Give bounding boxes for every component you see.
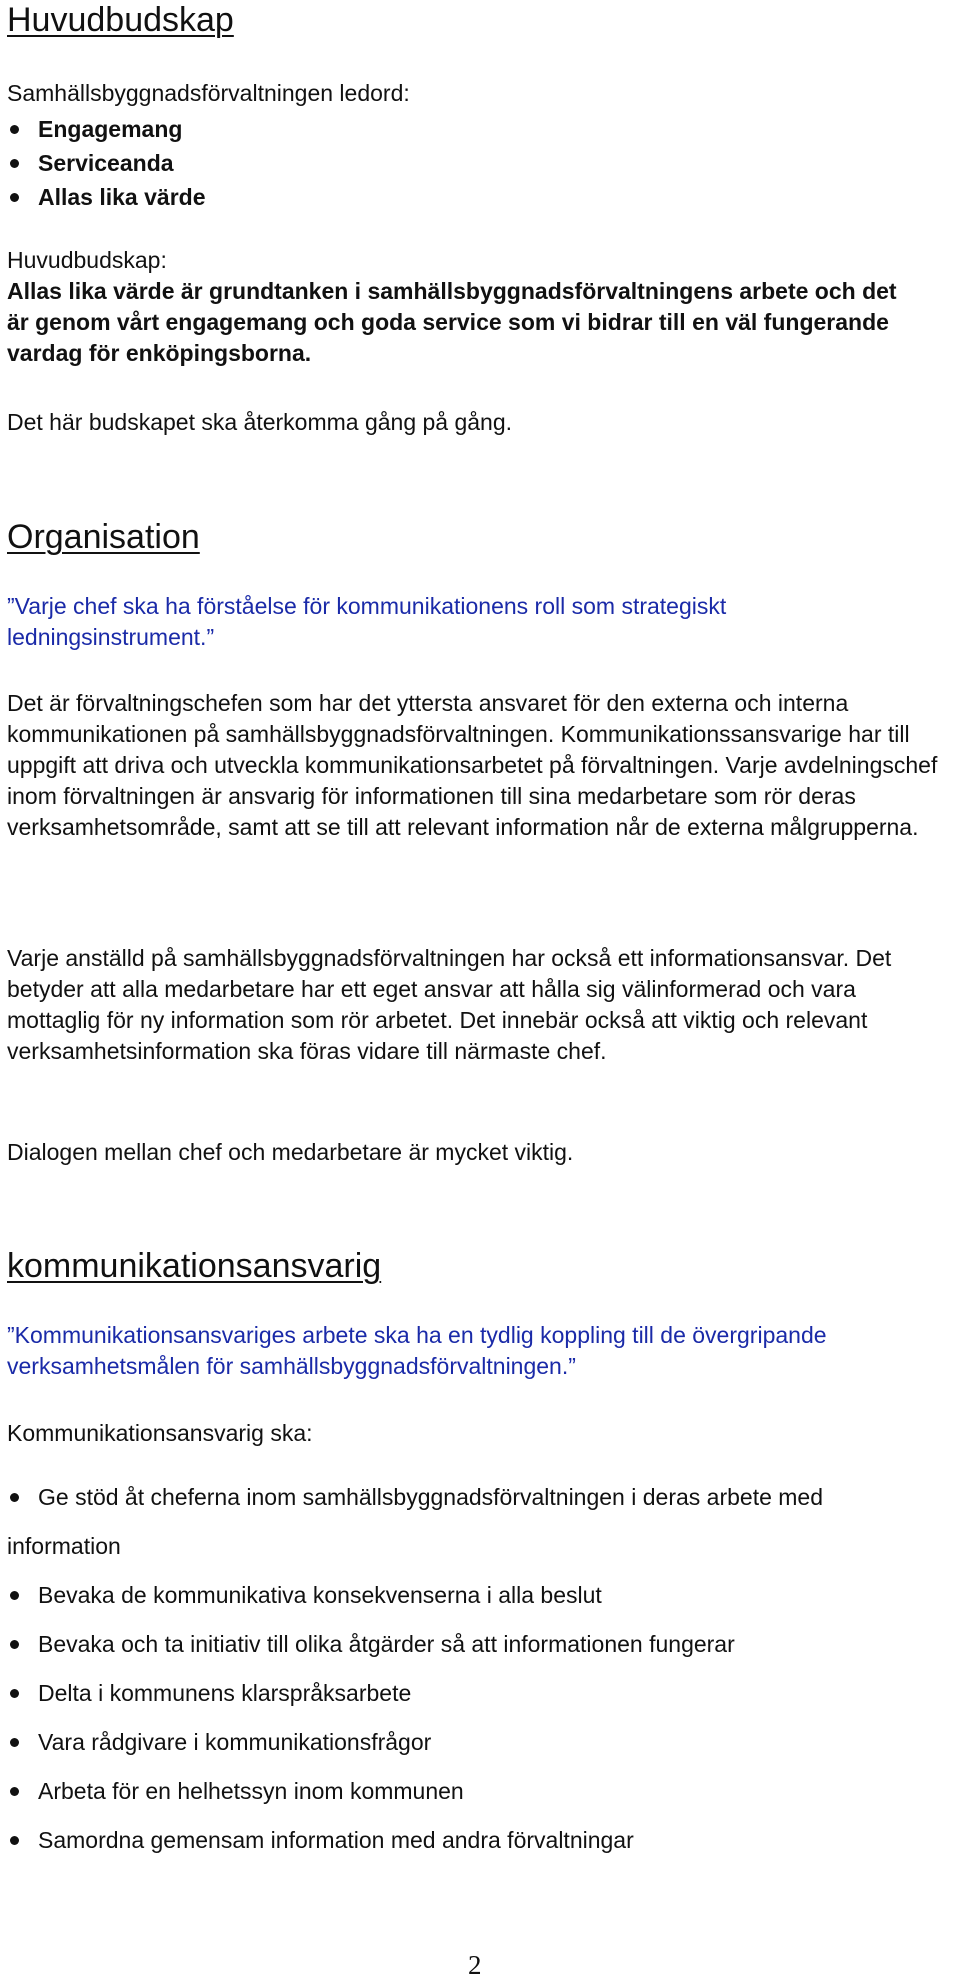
message-label: Huvudbudskap:: [7, 247, 167, 273]
heading-kommunikationsansvarig: kommunikationsansvarig: [7, 1247, 382, 1285]
list-item: Bevaka och ta initiativ till olika åtgärder så att informationen fungerar: [7, 1620, 937, 1669]
tasks-label: Kommunikationsansvarig ska:: [7, 1420, 313, 1446]
main-message: Allas lika värde är grundtanken i samhällsbyggnadsförvaltningens arbete och det är genom vårt engagemang och goda service som vi bidrar till en väl fungerande vardag för enköpingsborna.: [7, 278, 897, 366]
values-list: [7, 112, 206, 214]
repeat-note: Det här budskapet ska återkomma gång på gång.: [7, 409, 513, 435]
organisation-quote: ”Varje chef ska ha förståelse för kommunikationens roll som strategiskt ledningsinstrument.”: [7, 593, 727, 650]
organisation-para-2: Varje anställd på samhällsbyggnadsförvaltningen har också ett informationsansvar. Det betyder att alla medarbetare har ett eget ansvar att hålla sig välinformerad och vara mottaglig för ny information som rör arbetet. Det innebär också att viktig och relevant verksamhetsinformation ska föras vidare till närmaste chef.: [7, 945, 892, 1064]
list-item: Bevaka de kommunikativa konsekvenserna i alla beslut: [7, 1571, 937, 1620]
list-item: Allas lika värde: [7, 180, 206, 214]
tasks-list: [7, 1473, 937, 1865]
list-item: Delta i kommunens klarspråksarbete: [7, 1669, 937, 1718]
lead-label: Samhällsbyggnadsförvaltningen ledord:: [7, 80, 410, 106]
organisation-para-1: Det är förvaltningschefen som har det yttersta ansvaret för den externa och interna kommunikationen på samhällsbyggnadsförvaltningen. Kommunikationssansvarige har till uppgift att driva och utveckla kommunikationsarbetet på förvaltningen. Varje avdelningschef inom förvaltningen är ansvarig för informationen till sina medarbetare som rör deras verksamhetsområde, samt att se till att relevant information når de externa målgrupperna.: [7, 690, 938, 840]
list-item: Arbeta för en helhetssyn inom kommunen: [7, 1767, 937, 1816]
page-number: 2: [468, 1950, 482, 1980]
kommunikationsansvarig-quote: ”Kommunikationsansvariges arbete ska ha en tydlig koppling till de övergripande verksamhetsmålen för samhällsbyggnadsförvaltningen.”: [7, 1322, 827, 1379]
list-item: Ge stöd åt cheferna inom samhällsbyggnadsförvaltningen i deras arbete med information: [7, 1473, 937, 1571]
list-item: Samordna gemensam information med andra förvaltningar: [7, 1816, 937, 1865]
list-item: Engagemang: [7, 112, 206, 146]
list-item: Serviceanda: [7, 146, 206, 180]
heading-huvudbudskap: Huvudbudskap: [7, 1, 234, 39]
list-item: Vara rådgivare i kommunikationsfrågor: [7, 1718, 937, 1767]
organisation-para-3: Dialogen mellan chef och medarbetare är mycket viktig.: [7, 1139, 574, 1165]
heading-organisation: Organisation: [7, 518, 200, 556]
